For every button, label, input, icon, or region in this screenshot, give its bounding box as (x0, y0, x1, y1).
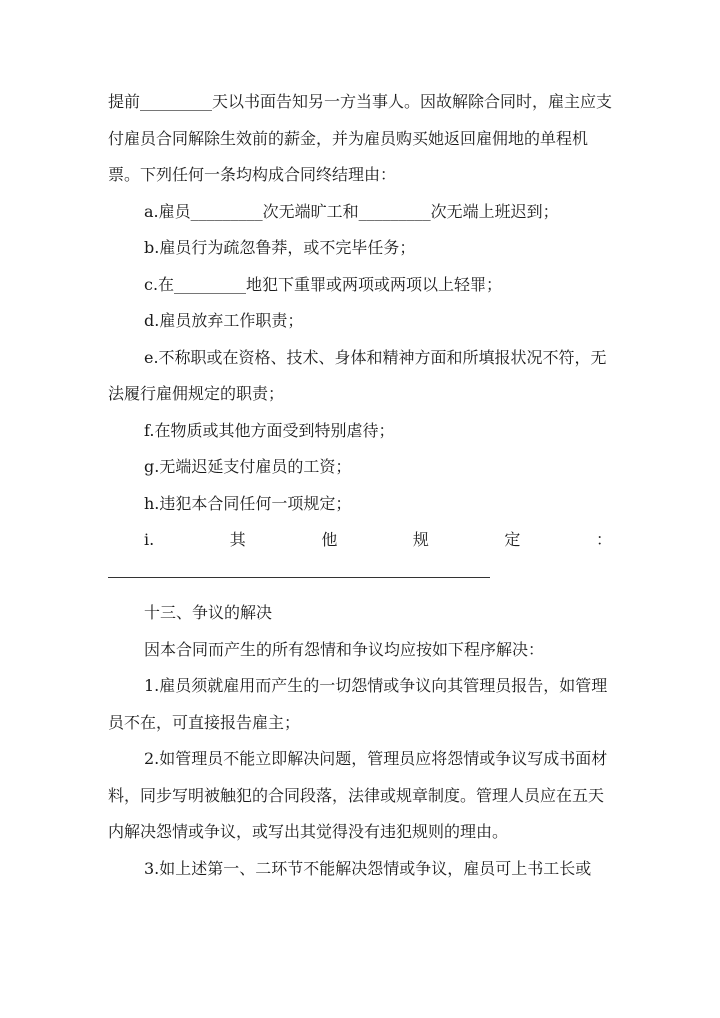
clause-f: f.在物质或其他方面受到特别虐待； (144, 420, 395, 440)
clause-c: c.在_________地犯下重罪或两项或两项以上轻罪； (144, 274, 503, 294)
clause-g: g.无端迟延支付雇员的工资； (144, 457, 352, 476)
dispute-step-3: 3.如上述第一、二环节不能解决怨情或争议，雇员可上书工长或 (144, 858, 592, 878)
paragraph-termination-notice: 提前_________天以书面告知另一方当事人。因故解除合同时，雇主应支付雇员合同解除生效前的薪金，并为雇员购买她返回雇佣地的单程机票。下列任何一条均构成合同终结理由： (108, 92, 613, 184)
dispute-step-1: 1.雇员须就雇用而产生的一切怨情或争议向其管理员报告，如管理员不在，可直接报告雇主； (108, 676, 608, 732)
dispute-step-2: 2.如管理员不能立即解决问题，管理员应将怨情或争议写成书面材料，同步写明被触犯的合同段落，法律或规章制度。管理人员应在五天内解决怨情或争议，或写出其觉得没有违犯规则的理由。 (108, 749, 608, 841)
section-heading-dispute: 十三、争议的解决 (144, 603, 273, 622)
document-page (108, 84, 612, 887)
clause-a: a.雇员_________次无端旷工和_________次无端上班迟到； (144, 201, 559, 221)
clause-i: i.其他规定： (144, 530, 612, 549)
blank-fill-line (108, 559, 612, 596)
paragraph-dispute-intro: 因本合同而产生的所有怨情和争议均应按如下程序解决： (144, 639, 545, 659)
clause-b: b.雇员行为疏忽鲁莽，或不完毕任务； (144, 238, 416, 257)
clause-h: h.违犯本合同任何一项规定； (144, 493, 352, 513)
clause-e: e.不称职或在资格、技术、身体和精神方面和所填报状况不符，无法履行雇佣规定的职责； (108, 347, 607, 403)
clause-d: d.雇员放弃工作职责； (144, 311, 304, 330)
